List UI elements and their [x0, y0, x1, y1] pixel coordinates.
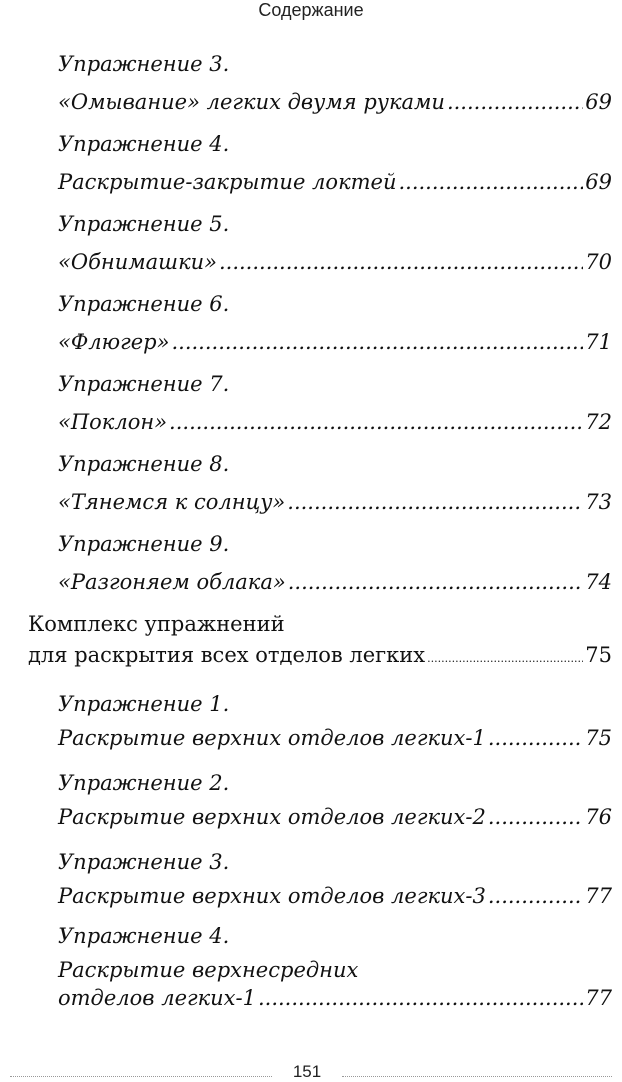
- entry-title: «Омывание» легких двумя руками: [58, 90, 445, 114]
- entry-title-line: [58, 406, 612, 438]
- entry-title-line: [58, 86, 612, 118]
- entry-label: Упражнение 1.: [58, 692, 230, 716]
- page-ref: 72: [585, 410, 612, 434]
- entry-title: Раскрытие верхних отделов легких-1: [58, 726, 486, 750]
- entry-title: «Поклон»: [58, 410, 168, 434]
- entry-title-line: [58, 982, 612, 1014]
- page-ref: 73: [585, 490, 612, 514]
- entry-title-line: [58, 166, 612, 198]
- entry-label: Упражнение 3.: [58, 52, 230, 76]
- entry-title-line: [58, 326, 612, 358]
- entry-title: «Флюгер»: [58, 330, 170, 354]
- footer-rule-left: [10, 1076, 272, 1077]
- page-ref: 71: [585, 330, 612, 354]
- entry-title-line-1: Раскрытие верхнесредних: [58, 958, 359, 982]
- page-number: 151: [292, 1062, 322, 1081]
- entry-label: Упражнение 7.: [58, 372, 230, 396]
- leader-dots: [398, 166, 583, 198]
- entry-title-line: [58, 722, 612, 754]
- entry-label: Упражнение 3.: [58, 850, 230, 874]
- entry-title-line: [58, 880, 612, 912]
- page-ref: 69: [585, 170, 612, 194]
- section-title-line: [28, 639, 612, 671]
- leader-dots: [447, 86, 583, 118]
- leader-dots: [171, 326, 583, 358]
- leader-dots: [488, 880, 583, 912]
- leader-dots: [258, 982, 583, 1014]
- entry-label: Упражнение 9.: [58, 532, 230, 556]
- page-ref: 69: [585, 90, 612, 114]
- entry-title-line: [58, 566, 612, 598]
- entry-title-line: [58, 486, 612, 518]
- leader-dots: [169, 406, 583, 438]
- entry-title: Раскрытие-закрытие локтей: [58, 170, 397, 194]
- entry-label: Упражнение 4.: [58, 132, 230, 156]
- section-title: для раскрытия всех отделов легких: [28, 643, 426, 667]
- leader-dots: [488, 722, 583, 754]
- leader-dots: [288, 566, 584, 598]
- footer-rule-right: [342, 1076, 612, 1077]
- entry-title: «Тянемся к солнцу»: [58, 490, 286, 514]
- entry-title: «Разгоняем облака»: [58, 570, 286, 594]
- page-footer: [0, 1058, 622, 1081]
- page-ref: 75: [585, 643, 612, 667]
- page-ref: 70: [585, 250, 612, 274]
- page-ref: 77: [585, 986, 612, 1010]
- section-heading: Комплекс упражнений: [28, 612, 285, 636]
- entry-label: Упражнение 6.: [58, 292, 230, 316]
- leader-dots: [219, 246, 583, 278]
- entry-label: Упражнение 5.: [58, 212, 230, 236]
- entry-title-line: [58, 801, 612, 833]
- entry-label: Упражнение 2.: [58, 771, 230, 795]
- leader-dots: [427, 643, 583, 675]
- leader-dots: [488, 801, 583, 833]
- running-head: Содержание: [258, 0, 364, 20]
- entry-title: Раскрытие верхних отделов легких-3: [58, 884, 486, 908]
- page-ref: 74: [585, 570, 612, 594]
- entry-title-line: [58, 246, 612, 278]
- entry-title: отделов легких-1: [58, 986, 256, 1010]
- page-ref: 76: [585, 805, 612, 829]
- entry-label: Упражнение 8.: [58, 452, 230, 476]
- page-ref: 75: [585, 726, 612, 750]
- page-ref: 77: [585, 884, 612, 908]
- leader-dots: [287, 486, 583, 518]
- entry-title: «Обнимашки»: [58, 250, 217, 274]
- entry-title: Раскрытие верхних отделов легких-2: [58, 805, 486, 829]
- entry-label: Упражнение 4.: [58, 924, 230, 948]
